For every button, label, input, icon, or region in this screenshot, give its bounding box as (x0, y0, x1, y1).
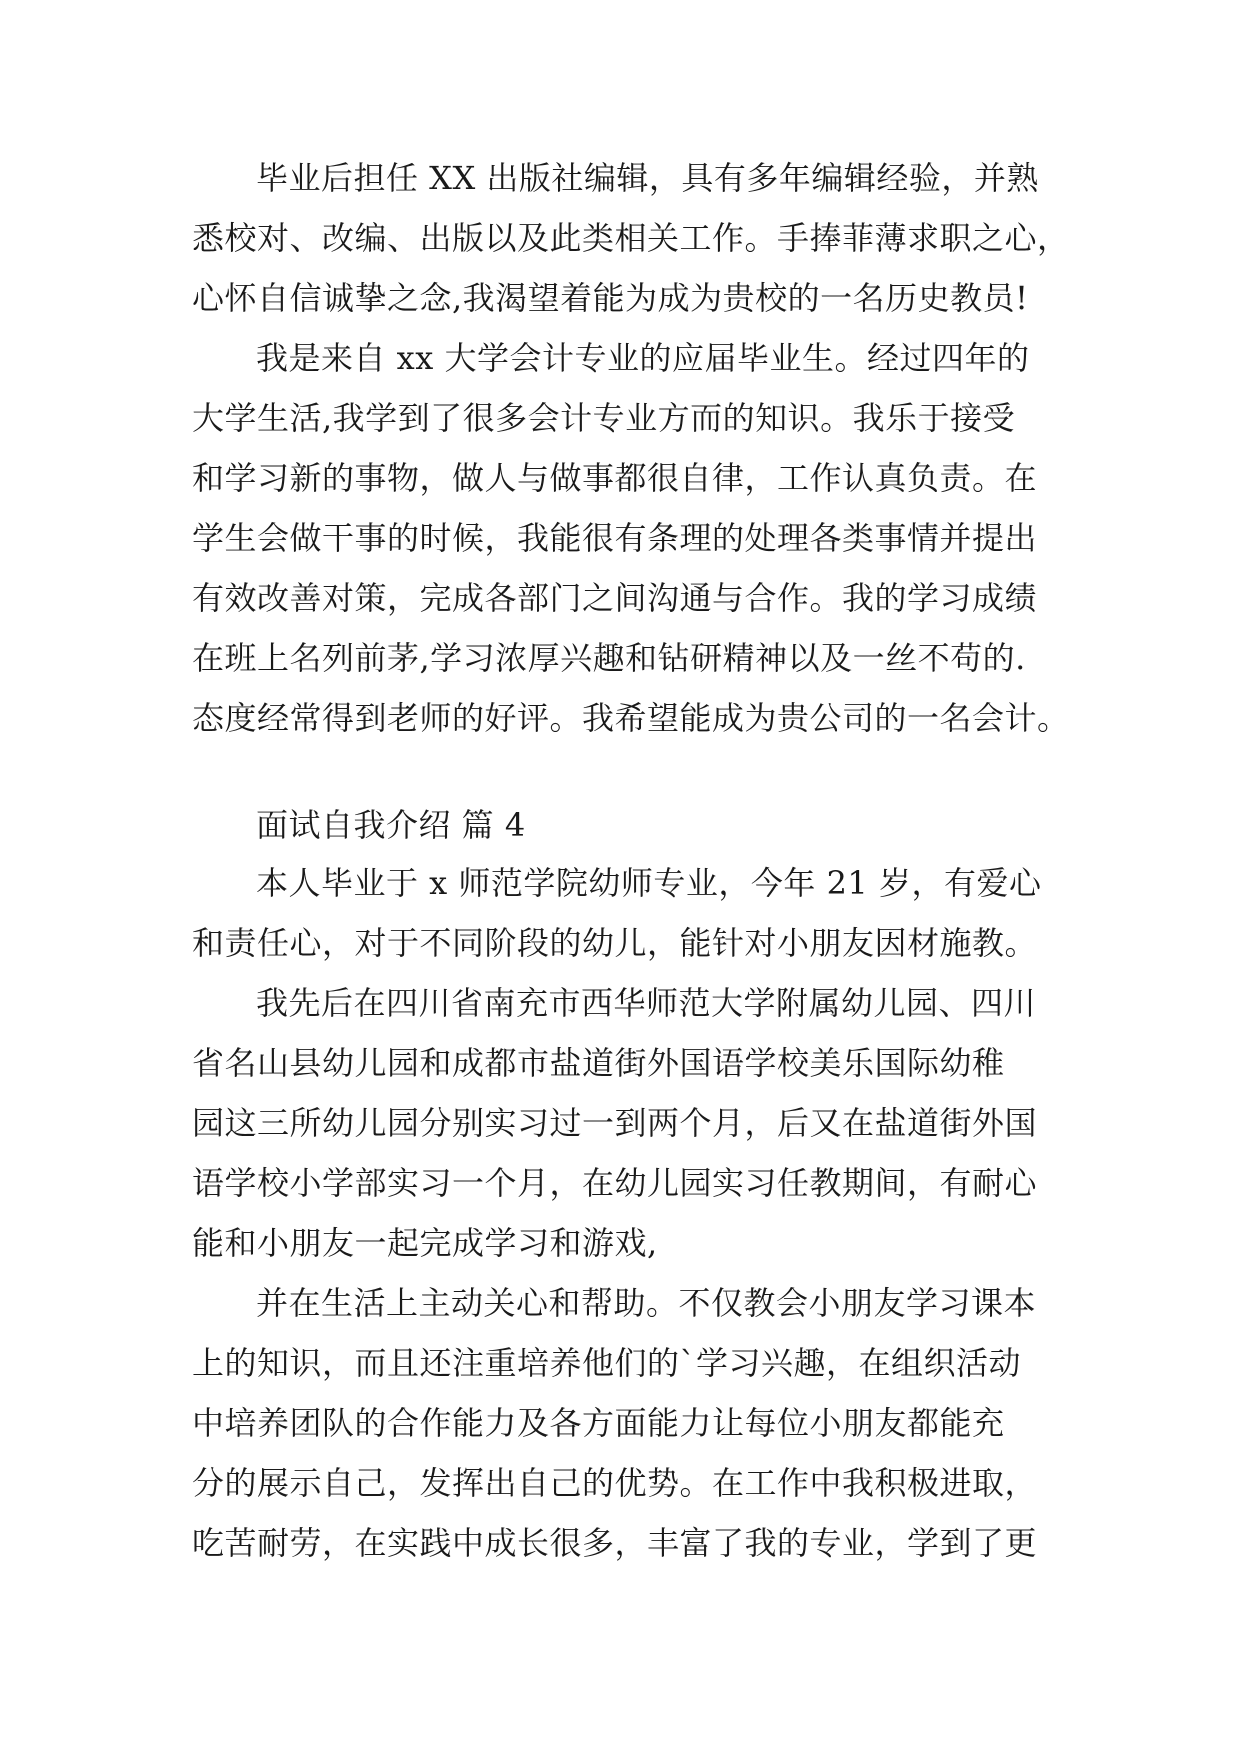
paragraph-line: 并在生活上主动关心和帮助。不仅教会小朋友学习课本 (256, 1284, 1037, 1322)
paragraph-line: 能和小朋友一起完成学习和游戏, (192, 1224, 658, 1262)
paragraph-line: 园这三所幼儿园分别实习过一到两个月，后又在盐道街外国 (192, 1104, 1038, 1142)
paragraph-line: 语学校小学部实习一个月，在幼儿园实习任教期间，有耐心 (192, 1164, 1038, 1202)
paragraph-line: 和责任心，对于不同阶段的幼儿，能针对小朋友因材施教。 (192, 924, 1038, 962)
paragraph-line: 学生会做干事的时候，我能很有条理的处理各类事情并提出 (192, 519, 1038, 557)
paragraph-line: 态度经常得到老师的好评。我希望能成为贵公司的一名会计。 (192, 699, 1070, 737)
paragraph-line: 本人毕业于 x 师范学院幼师专业，今年 21 岁，有爱心 (256, 864, 1042, 902)
paragraph-line: 我是来自 xx 大学会计专业的应届毕业生。经过四年的 (256, 339, 1030, 377)
paragraph-line: 有效改善对策，完成各部门之间沟通与合作。我的学习成绩 (192, 579, 1038, 617)
paragraph-line: 悉校对、改编、出版以及此类相关工作。手捧菲薄求职之心， (192, 219, 1070, 257)
paragraph-line: 毕业后担任 XX 出版社编辑，具有多年编辑经验，并熟 (256, 159, 1039, 197)
paragraph-line: 上的知识，而且还注重培养他们的`学习兴趣，在组织活动 (192, 1344, 1022, 1382)
paragraph-line: 吃苦耐劳，在实践中成长很多，丰富了我的专业，学到了更 (192, 1524, 1038, 1562)
paragraph-line: 分的展示自己，发挥出自己的优势。在工作中我积极进取， (192, 1464, 1038, 1502)
paragraph-line: 在班上名列前茅,学习浓厚兴趣和钻研精神以及一丝不苟的. (192, 639, 1026, 677)
paragraph-line: 和学习新的事物，做人与做事都很自律，工作认真负责。在 (192, 459, 1038, 497)
paragraph-line: 心怀自信诚挚之念,我渴望着能为成为贵校的一名历史教员! (192, 279, 1029, 317)
section-heading: 面试自我介绍 篇 4 (256, 806, 526, 844)
paragraph-line: 大学生活,我学到了很多会计专业方而的知识。我乐于接受 (192, 399, 1016, 437)
paragraph-line: 中培养团队的合作能力及各方面能力让每位小朋友都能充 (192, 1404, 1005, 1442)
paragraph-line: 省名山县幼儿园和成都市盐道街外国语学校美乐国际幼稚 (192, 1044, 1005, 1082)
paragraph-line: 我先后在四川省南充市西华师范大学附属幼儿园、四川 (256, 984, 1037, 1022)
